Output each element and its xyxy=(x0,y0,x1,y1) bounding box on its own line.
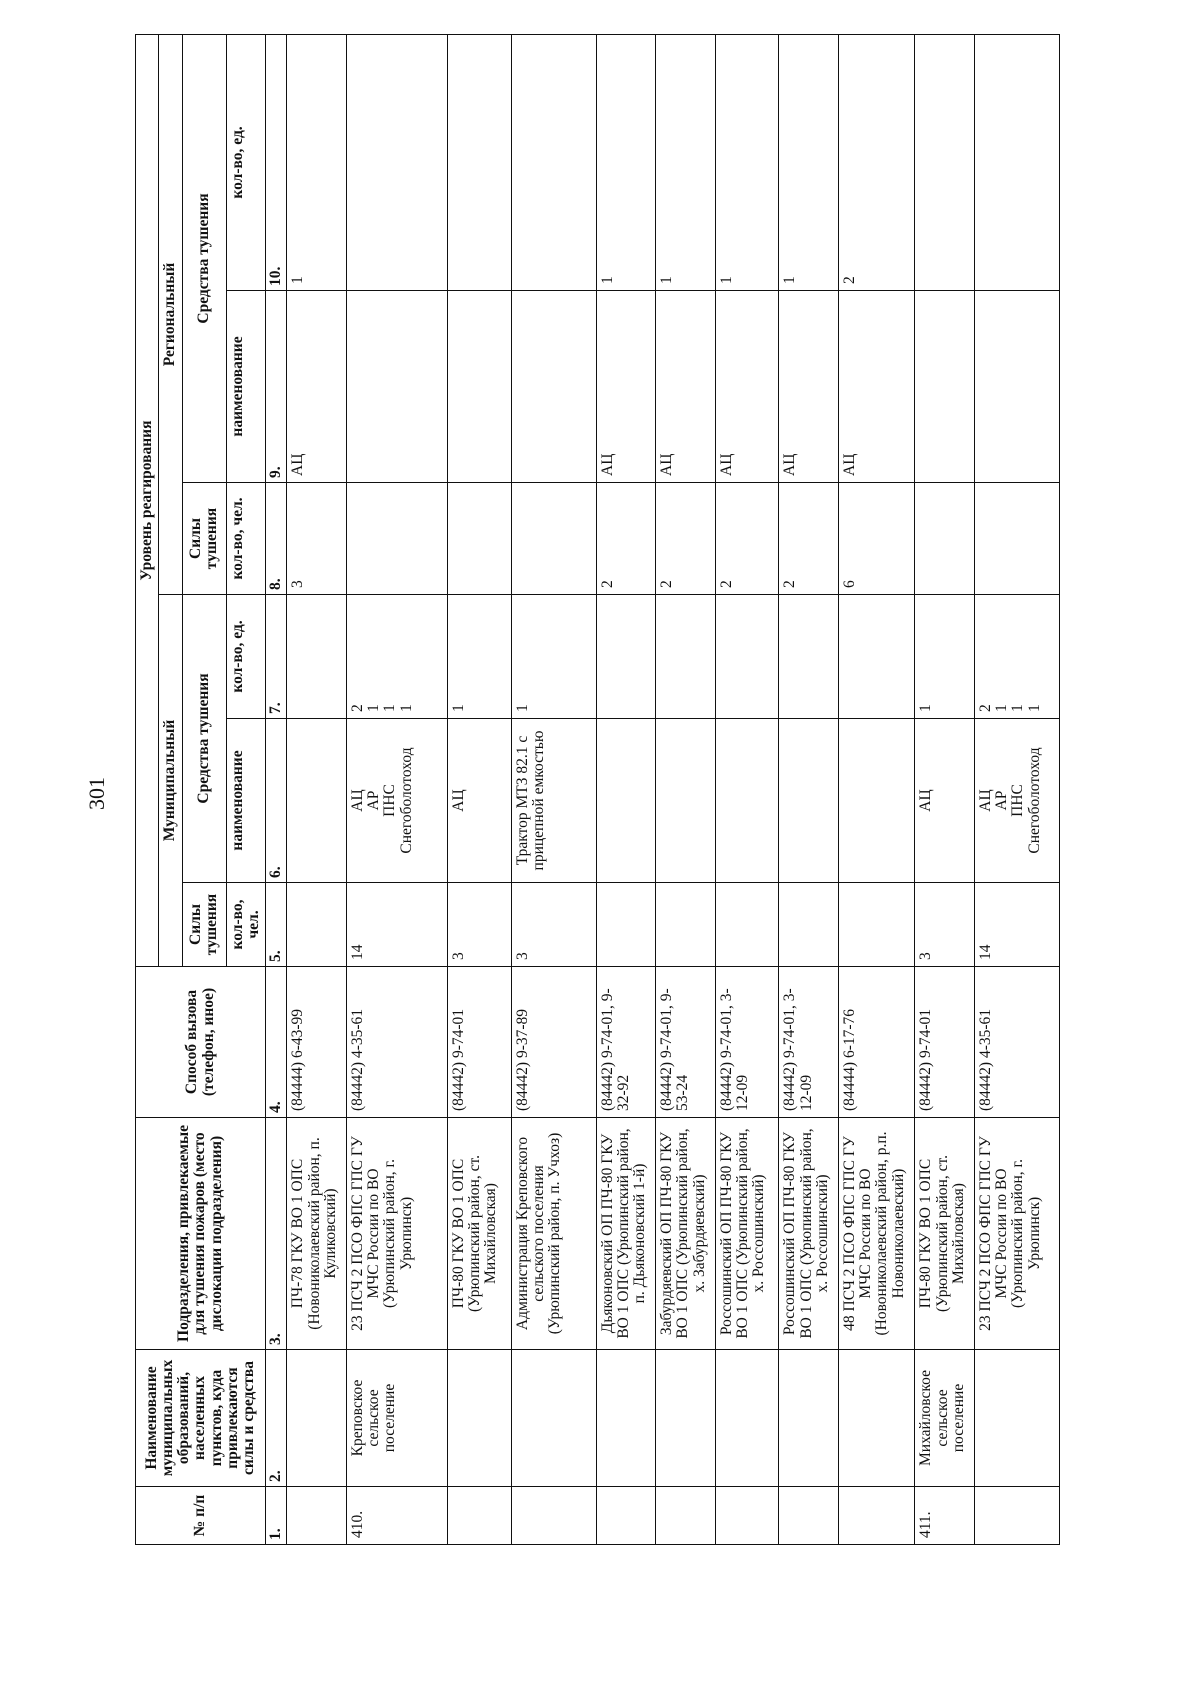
regional-means-qty: 2 xyxy=(838,34,915,290)
means-name: ПНС xyxy=(1009,784,1027,817)
row-number xyxy=(656,1487,715,1545)
header-municipality: Наименование муниципальных образований, населенных пунктов, куда привлекаются силы и средства xyxy=(136,1350,266,1487)
regional-means-name xyxy=(346,291,447,483)
unit-name: Россошинский ОП ПЧ-80 ГКУ ВО 1 ОПС (Урюпинский район, х. Россошинский) xyxy=(779,1118,838,1350)
municipal-means-names xyxy=(596,719,655,883)
regional-means-qty: 1 xyxy=(779,34,838,290)
col-number: 9. xyxy=(266,291,287,483)
municipal-means-names xyxy=(346,719,447,883)
municipal-means-names xyxy=(656,719,715,883)
regional-means-qty xyxy=(915,34,974,290)
col-number: 2. xyxy=(266,1350,287,1487)
header-m-qty-units: кол-во, ед. xyxy=(226,595,266,719)
municipal-means-qty xyxy=(779,595,838,719)
table-row xyxy=(346,34,447,1544)
municipal-means-names xyxy=(838,719,915,883)
regional-forces: 6 xyxy=(838,483,915,595)
regional-means-qty: 1 xyxy=(656,34,715,290)
regional-means-name xyxy=(447,291,511,483)
unit-name: Забурдяевский ОП ПЧ-80 ГКУ ВО 1 ОПС (Урюпинский район, х. Забурдяевский) xyxy=(656,1118,715,1350)
regional-forces: 3 xyxy=(287,483,346,595)
unit-name: ПЧ-78 ГКУ ВО 1 ОПС (Новониколаевский район, п. Куликовский) xyxy=(287,1118,346,1350)
means-name: Снегоболотоход xyxy=(397,747,415,854)
municipality-name xyxy=(779,1350,838,1487)
unit-name: Россошинский ОП ПЧ-80 ГКУ ВО 1 ОПС (Урюпинский район, х. Россошинский) xyxy=(715,1118,779,1350)
regional-forces: 2 xyxy=(715,483,779,595)
means-name: АР xyxy=(993,790,1011,811)
municipality-name xyxy=(838,1350,915,1487)
row-number xyxy=(715,1487,779,1545)
municipal-means-qty xyxy=(915,595,974,719)
unit-name: Дьяконовский ОП ПЧ-80 ГКУ ВО 1 ОПС (Урюпинский район, п. Дьяконовский 1-й) xyxy=(596,1118,655,1350)
call-phone: (84442) 9-37-89 xyxy=(511,967,596,1118)
municipality-name xyxy=(596,1350,655,1487)
document-table-wrapper xyxy=(135,35,1060,1545)
municipal-forces xyxy=(779,883,838,967)
header-num: № п/п xyxy=(136,1487,266,1545)
municipal-means-qty xyxy=(287,595,346,719)
means-name: АЦ xyxy=(449,789,467,812)
municipal-means-qty xyxy=(596,595,655,719)
header-regional-forces: Силы тушения xyxy=(182,483,226,595)
row-number xyxy=(838,1487,915,1545)
row-number: 410. xyxy=(346,1487,447,1545)
regional-forces xyxy=(511,483,596,595)
municipality-name xyxy=(287,1350,346,1487)
header-regional: Региональный xyxy=(159,34,182,594)
regional-forces xyxy=(346,483,447,595)
call-phone: (84442) 9-74-01 xyxy=(915,967,974,1118)
regional-forces: 2 xyxy=(779,483,838,595)
col-number: 7. xyxy=(266,595,287,719)
unit-name: 23 ПСЧ 2 ПСО ФПС ГПС ГУ МЧС России по ВО (Урюпинский район, г. Урюпинск) xyxy=(974,1118,1059,1350)
municipal-forces: 3 xyxy=(511,883,596,967)
means-name: АЦ xyxy=(348,789,366,812)
table-row xyxy=(596,34,655,1544)
header-r-qty-people: кол-во, чел. xyxy=(226,483,266,595)
means-qty: 1 xyxy=(449,704,467,712)
col-number: 6. xyxy=(266,719,287,883)
means-qty: 1 xyxy=(917,704,935,712)
regional-means-name xyxy=(974,291,1059,483)
regional-means-qty xyxy=(346,34,447,290)
municipal-means-qty xyxy=(346,595,447,719)
means-qty: 2 xyxy=(348,704,366,712)
means-qty: 1 xyxy=(993,704,1011,712)
header-r-qty-units: кол-во, ед. xyxy=(226,34,266,290)
unit-name: 23 ПСЧ 2 ПСО ФПС ГПС ГУ МЧС России по ВО (Урюпинский район, г. Урюпинск) xyxy=(346,1118,447,1350)
col-number: 4. xyxy=(266,967,287,1118)
row-number xyxy=(779,1487,838,1545)
municipal-means-qty xyxy=(447,595,511,719)
municipal-means-qty xyxy=(838,595,915,719)
municipal-means-qty xyxy=(511,595,596,719)
header-municipal: Муниципальный xyxy=(159,595,182,967)
municipal-means-names xyxy=(287,719,346,883)
means-qty: 1 xyxy=(397,704,415,712)
municipal-forces xyxy=(287,883,346,967)
municipal-means-names xyxy=(715,719,779,883)
municipality-name: Михайловское сельское поселение xyxy=(915,1350,974,1487)
means-qty: 1 xyxy=(364,704,382,712)
header-municipal-forces: Силы тушения xyxy=(182,883,226,967)
municipal-forces: 14 xyxy=(974,883,1059,967)
municipality-name xyxy=(447,1350,511,1487)
unit-name: ПЧ-80 ГКУ ВО 1 ОПС (Урюпинский район, ст. Михайловская) xyxy=(447,1118,511,1350)
means-name: АЦ xyxy=(917,789,935,812)
municipal-means-qty xyxy=(715,595,779,719)
row-number xyxy=(511,1487,596,1545)
regional-means-name: АЦ xyxy=(596,291,655,483)
means-qty: 1 xyxy=(513,704,531,712)
call-phone: (84444) 6-17-76 xyxy=(838,967,915,1118)
col-number: 10. xyxy=(266,34,287,290)
col-number: 5. xyxy=(266,883,287,967)
response-table xyxy=(135,34,1060,1545)
table-row xyxy=(838,34,915,1544)
regional-forces: 2 xyxy=(596,483,655,595)
municipality-name xyxy=(974,1350,1059,1487)
unit-name: 48 ПСЧ 2 ПСО ФПС ГПС ГУ МЧС России по ВО (Новониколаевский район, р.п. Новониколаевский) xyxy=(838,1118,915,1350)
col-number: 8. xyxy=(266,483,287,595)
call-phone: (84442) 9-74-01, 3-12-09 xyxy=(715,967,779,1118)
municipality-name xyxy=(656,1350,715,1487)
regional-means-qty xyxy=(974,34,1059,290)
page-number: 301 xyxy=(84,777,109,810)
regional-forces xyxy=(447,483,511,595)
row-number xyxy=(287,1487,346,1545)
regional-means-name: АЦ xyxy=(656,291,715,483)
call-phone: (84442) 4-35-61 xyxy=(974,967,1059,1118)
municipal-means-names xyxy=(779,719,838,883)
row-number: 411. xyxy=(915,1487,974,1545)
table-row xyxy=(656,34,715,1544)
municipal-forces xyxy=(715,883,779,967)
regional-means-qty: 1 xyxy=(596,34,655,290)
unit-name: Администрация Креповского сельского поселения (Урюпинский район, п. Учхоз) xyxy=(511,1118,596,1350)
header-r-name: наименование xyxy=(226,291,266,483)
col-number: 1. xyxy=(266,1487,287,1545)
municipality-name xyxy=(715,1350,779,1487)
header-units: Подразделения, привлекаемые для тушения пожаров (место дислокации подразделения) xyxy=(136,1118,266,1350)
regional-means-qty: 1 xyxy=(715,34,779,290)
regional-means-qty: 1 xyxy=(287,34,346,290)
table-row xyxy=(915,34,974,1544)
table-row xyxy=(779,34,838,1544)
municipal-forces: 3 xyxy=(915,883,974,967)
municipality-name xyxy=(511,1350,596,1487)
regional-forces: 2 xyxy=(656,483,715,595)
header-m-name: наименование xyxy=(226,719,266,883)
regional-means-name xyxy=(915,291,974,483)
municipality-name: Креповское сельское поселение xyxy=(346,1350,447,1487)
row-number xyxy=(447,1487,511,1545)
row-number xyxy=(596,1487,655,1545)
unit-name: ПЧ-80 ГКУ ВО 1 ОПС (Урюпинский район, ст. Михайловская) xyxy=(915,1118,974,1350)
regional-means-name xyxy=(511,291,596,483)
call-phone: (84442) 9-74-01, 9-32-92 xyxy=(596,967,655,1118)
municipal-forces: 3 xyxy=(447,883,511,967)
municipal-means-names xyxy=(511,719,596,883)
means-qty: 1 xyxy=(1009,704,1027,712)
header-municipal-means: Средства тушения xyxy=(182,595,226,883)
means-qty: 1 xyxy=(1025,704,1043,712)
municipal-forces xyxy=(596,883,655,967)
means-name: Снегоболотоход xyxy=(1025,747,1043,854)
regional-means-name: АЦ xyxy=(779,291,838,483)
regional-forces xyxy=(915,483,974,595)
row-number xyxy=(974,1487,1059,1545)
call-phone: (84442) 4-35-61 xyxy=(346,967,447,1118)
table-row xyxy=(715,34,779,1544)
regional-means-name: АЦ xyxy=(287,291,346,483)
regional-means-name: АЦ xyxy=(838,291,915,483)
means-qty: 2 xyxy=(976,704,994,712)
municipal-means-names xyxy=(915,719,974,883)
municipal-forces xyxy=(656,883,715,967)
call-phone: (84442) 9-74-01, 3-12-09 xyxy=(779,967,838,1118)
table-body xyxy=(287,34,1060,1544)
means-name: Трактор МТЗ 82.1 с прицепной емкостью xyxy=(513,730,547,871)
call-phone: (84444) 6-43-99 xyxy=(287,967,346,1118)
table-row xyxy=(974,34,1059,1544)
header-m-qty-people: кол-во, чел. xyxy=(226,883,266,967)
call-phone: (84442) 9-74-01 xyxy=(447,967,511,1118)
municipal-forces: 14 xyxy=(346,883,447,967)
table-row xyxy=(287,34,346,1544)
municipal-forces xyxy=(838,883,915,967)
col-number: 3. xyxy=(266,1118,287,1350)
regional-forces xyxy=(974,483,1059,595)
table-row xyxy=(511,34,596,1544)
regional-means-qty xyxy=(511,34,596,290)
regional-means-name: АЦ xyxy=(715,291,779,483)
municipal-means-names xyxy=(447,719,511,883)
header-call-method: Способ вызова (телефон, иное) xyxy=(136,967,266,1118)
table-row xyxy=(447,34,511,1544)
means-name: АЦ xyxy=(976,789,994,812)
means-qty: 1 xyxy=(381,704,399,712)
header-response-level: Уровень реагирования xyxy=(136,34,159,966)
municipal-means-qty xyxy=(656,595,715,719)
means-name: ПНС xyxy=(381,784,399,817)
municipal-means-names xyxy=(974,719,1059,883)
municipal-means-qty xyxy=(974,595,1059,719)
call-phone: (84442) 9-74-01, 9-53-24 xyxy=(656,967,715,1118)
means-name: АР xyxy=(364,790,382,811)
header-regional-means: Средства тушения xyxy=(182,34,226,482)
regional-means-qty xyxy=(447,34,511,290)
